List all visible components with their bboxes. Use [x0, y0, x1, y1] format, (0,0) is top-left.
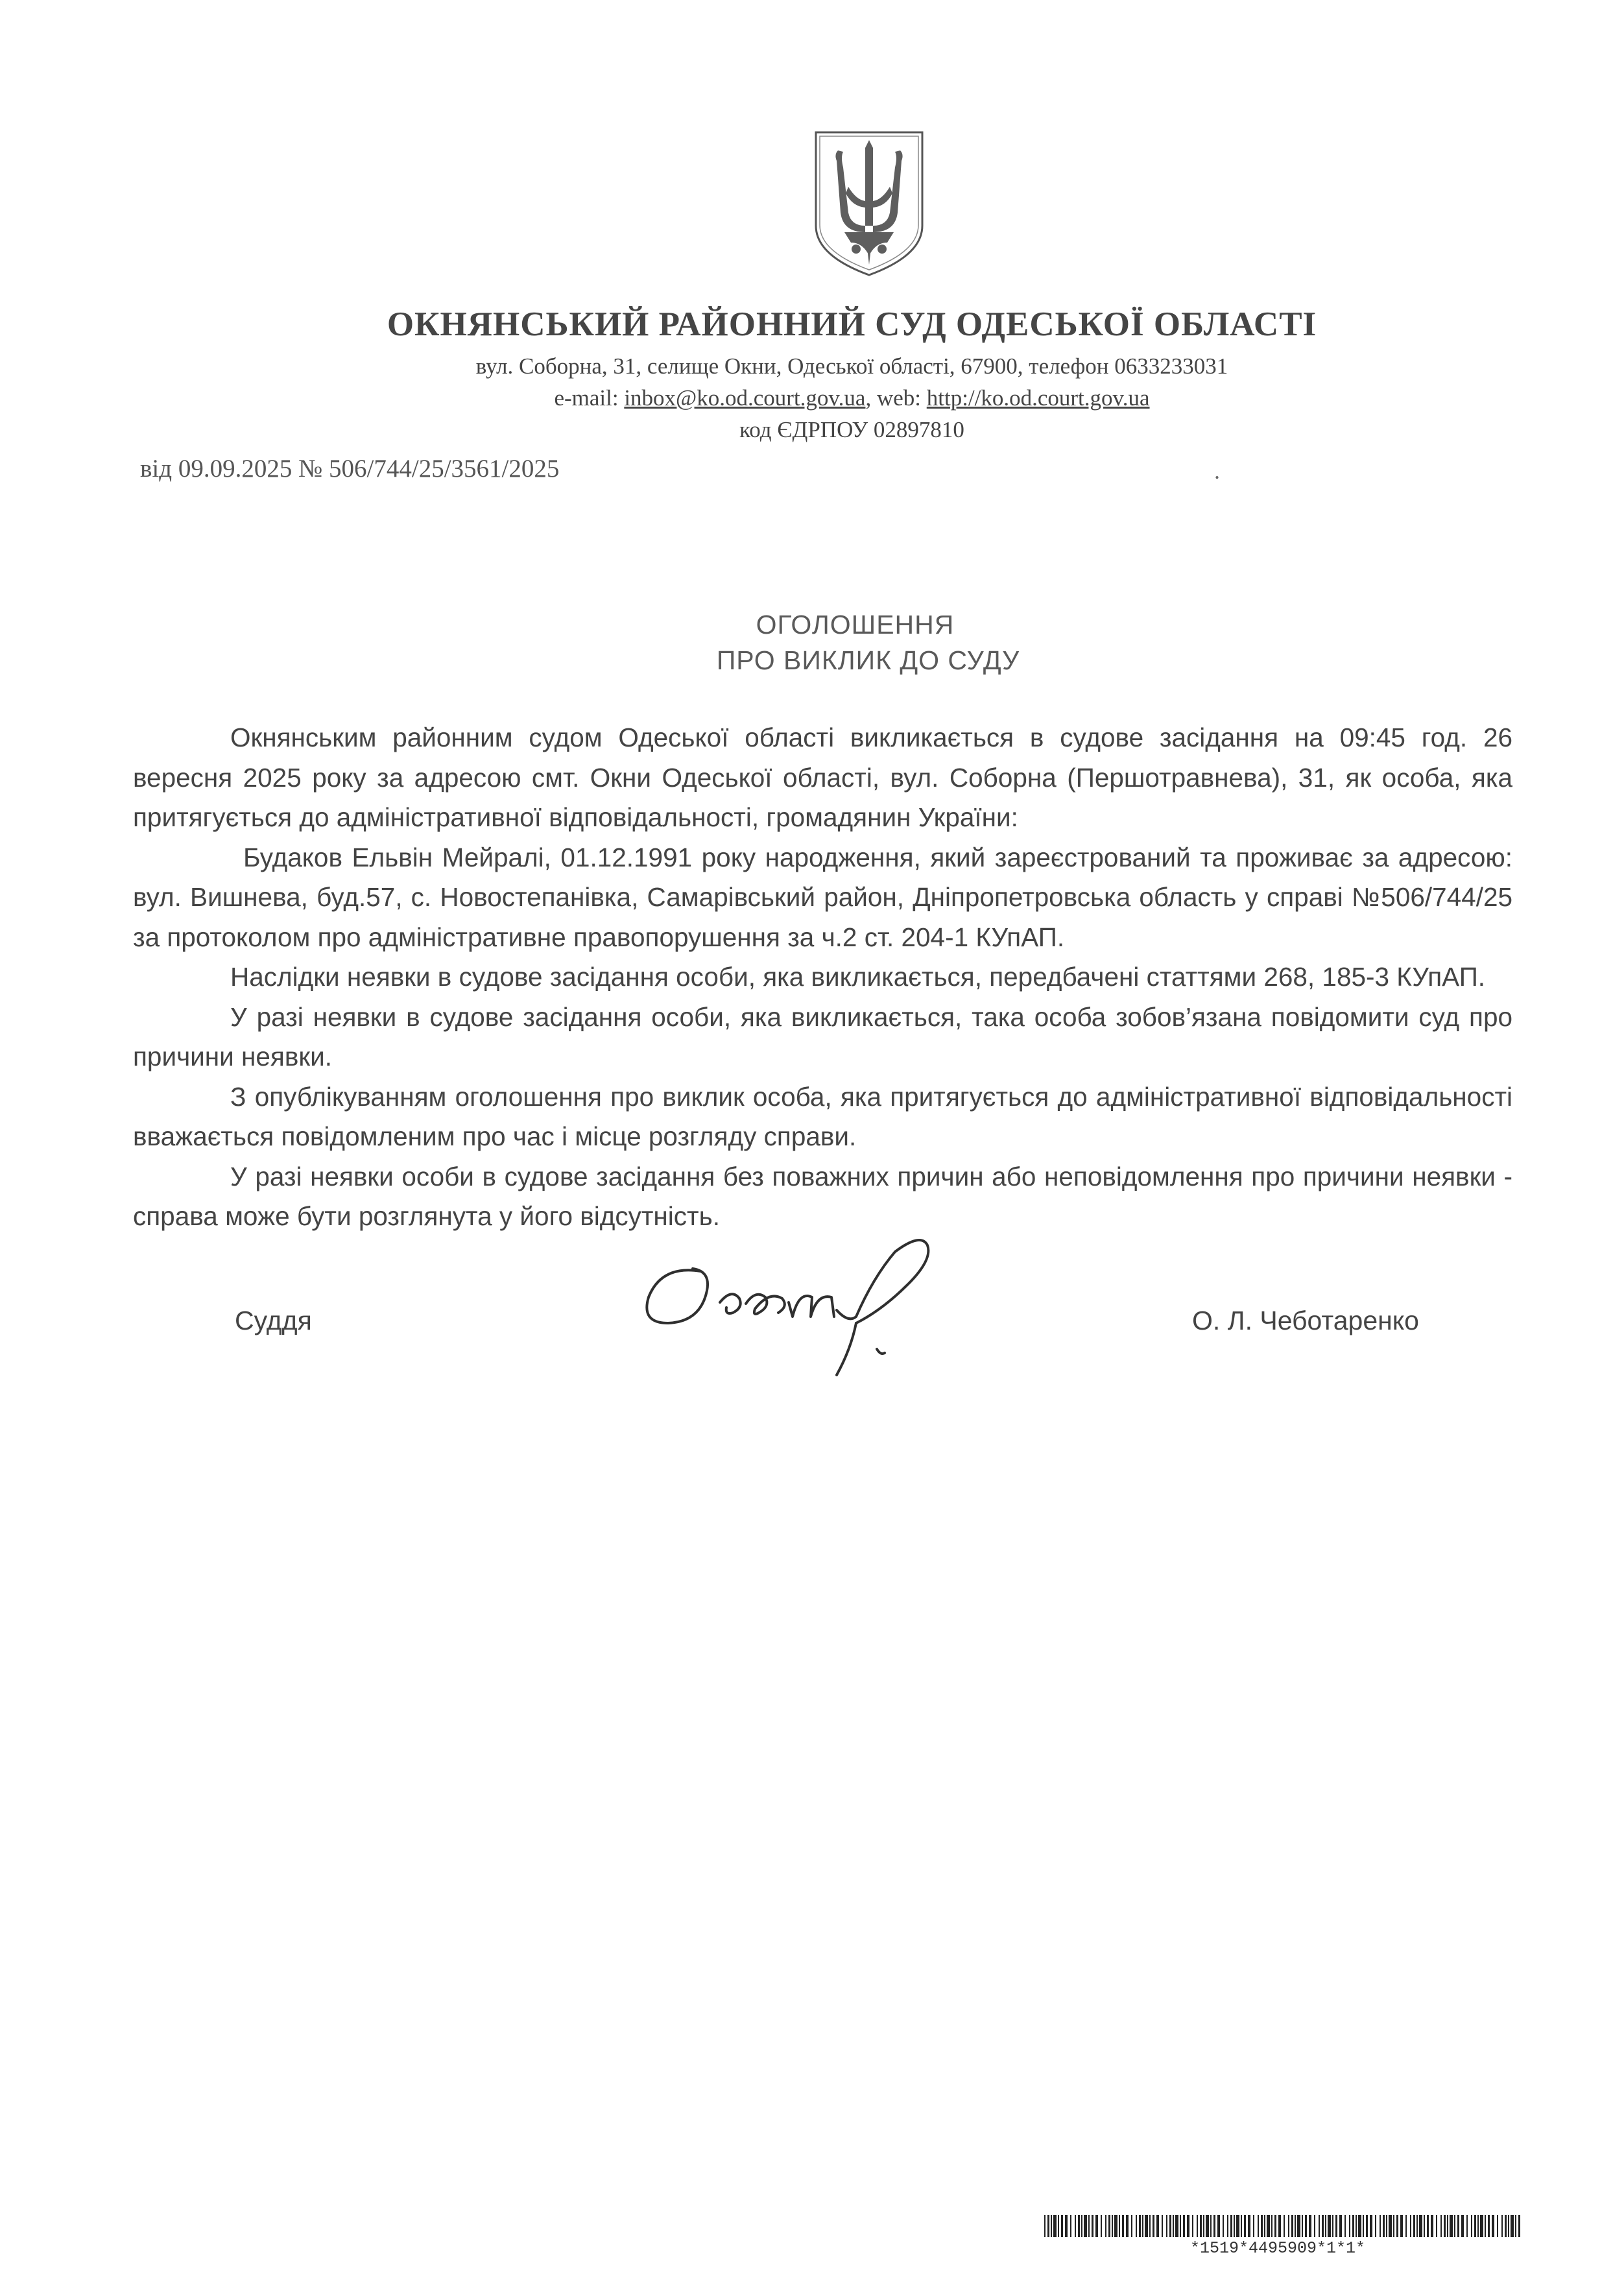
barcode-bar	[1142, 2215, 1143, 2237]
barcode-bar	[1474, 2215, 1476, 2237]
announcement-body	[133, 718, 1512, 1237]
email-label: e-mail:	[554, 385, 625, 411]
barcode-bar	[1436, 2215, 1437, 2237]
barcode-bar	[1234, 2215, 1235, 2237]
barcode-bar	[1136, 2215, 1137, 2237]
barcode-bar	[1095, 2215, 1098, 2237]
barcode-bar	[1485, 2215, 1486, 2237]
barcode-bar	[1302, 2215, 1303, 2237]
barcode-bar	[1197, 2215, 1198, 2237]
barcode-bar	[1156, 2215, 1159, 2237]
barcode-bar	[1200, 2215, 1202, 2237]
judge-label: Суддя	[235, 1306, 312, 1335]
barcode-bar	[1488, 2215, 1490, 2237]
barcode-bar	[1332, 2215, 1333, 2237]
document-subtitle: ПРО ВИКЛИК ДО СУДУ	[716, 645, 1020, 675]
barcode-bar	[1051, 2215, 1052, 2237]
barcode-bar	[1253, 2215, 1254, 2237]
barcode-bar	[1291, 2215, 1293, 2237]
barcode-bar	[1339, 2215, 1342, 2237]
barcode-bar	[1461, 2215, 1464, 2237]
barcode-bar	[1139, 2215, 1141, 2237]
barcode-bar	[1122, 2215, 1124, 2237]
barcode-bar	[1419, 2215, 1422, 2237]
barcode-bar	[1515, 2215, 1516, 2237]
barcode-bar	[1213, 2215, 1215, 2237]
document-barcode	[1044, 2215, 1521, 2237]
barcode-bar	[1183, 2215, 1185, 2237]
document-title: ОГОЛОШЕННЯ	[756, 610, 955, 640]
barcode-bar	[1386, 2215, 1387, 2237]
barcode-bar	[1061, 2215, 1063, 2237]
barcode-bar	[1166, 2215, 1167, 2237]
barcode-bar	[1366, 2215, 1368, 2237]
barcode-bar	[1088, 2215, 1090, 2237]
web-label: , web:	[865, 385, 927, 411]
court-contacts	[0, 385, 1613, 411]
barcode-bar	[1501, 2215, 1503, 2237]
barcode-bar	[1081, 2215, 1082, 2237]
barcode-bar	[1405, 2215, 1407, 2237]
barcode-bar	[1508, 2215, 1509, 2237]
barcode-bar	[1400, 2215, 1403, 2237]
barcode-bar	[1070, 2215, 1071, 2237]
barcode-bar	[1173, 2215, 1174, 2237]
barcode-bar	[1223, 2215, 1224, 2237]
barcode-bar	[1236, 2215, 1239, 2237]
email-link[interactable]: inbox@ko.od.court.gov.ua	[624, 385, 866, 411]
barcode-bar	[1092, 2215, 1093, 2237]
barcode-bar	[1101, 2215, 1102, 2237]
barcode-bar	[1444, 2215, 1446, 2237]
barcode-bar	[1466, 2215, 1468, 2237]
barcode-bar	[1112, 2215, 1113, 2237]
barcode-bar	[1314, 2215, 1315, 2237]
judge-signature	[623, 1226, 1025, 1414]
barcode-bar	[1319, 2215, 1320, 2237]
barcode-bar	[1149, 2215, 1151, 2237]
barcode-bar	[1145, 2215, 1148, 2237]
barcode-bar	[1187, 2215, 1189, 2237]
barcode-bar	[1457, 2215, 1459, 2237]
barcode-bar	[1383, 2215, 1385, 2237]
barcode-bar	[1180, 2215, 1181, 2237]
barcode-bar	[1206, 2215, 1209, 2237]
barcode-bar	[1440, 2215, 1442, 2237]
barcode-bar	[1261, 2215, 1263, 2237]
judge-name: О. Л. Чеботаренко	[1192, 1306, 1419, 1335]
barcode-bar	[1192, 2215, 1193, 2237]
barcode-bar	[1078, 2215, 1080, 2237]
barcode-bar	[1267, 2215, 1270, 2237]
stray-mark: .	[1214, 458, 1220, 484]
barcode-bar	[1358, 2215, 1361, 2237]
paragraph-absence: У разі неявки особи в судове засідання без поважних причин або неповідомлення про причини неявки - справа може бути розглянута у його відсутність.	[133, 1161, 1512, 1231]
paragraph-summons: Окнянським районним судом Одеської області викликається в судове засідання на 09:45 год. 26 вересня 2025 року за адресою смт. Окни Одеської області, вул. Соборна (Першотравнева), 31, як особа, яка притягується до адміністративної відповідальності, громадянин України:	[133, 723, 1512, 832]
court-address: вул. Соборна, 31, селище Окни, Одеської області, 67900, телефон 0633233031	[475, 353, 1228, 379]
barcode-bar	[1363, 2215, 1364, 2237]
barcode-bar	[1114, 2215, 1117, 2237]
web-link[interactable]: http://ko.od.court.gov.ua	[926, 385, 1150, 411]
barcode-bar	[1258, 2215, 1259, 2237]
barcode-bar	[1305, 2215, 1307, 2237]
barcode-bar	[1505, 2215, 1507, 2237]
barcode-bar	[1053, 2215, 1057, 2237]
barcode-bar	[1344, 2215, 1346, 2237]
barcode-bar	[1356, 2215, 1357, 2237]
barcode-bar	[1105, 2215, 1106, 2237]
barcode-bar	[1328, 2215, 1331, 2237]
barcode-bar	[1264, 2215, 1265, 2237]
barcode-bar	[1044, 2215, 1045, 2237]
barcode-bar	[1471, 2215, 1472, 2237]
barcode-bar	[1416, 2215, 1418, 2237]
court-name: ОКНЯНСЬКИЙ РАЙОННИЙ СУД ОДЕСЬКОЇ ОБЛАСТІ	[387, 305, 1317, 343]
barcode-bar	[1295, 2215, 1296, 2237]
barcode-bar	[1389, 2215, 1392, 2237]
barcode-bar	[1131, 2215, 1132, 2237]
barcode-bar	[1480, 2215, 1483, 2237]
barcode-bar	[1370, 2215, 1372, 2237]
barcode-bar	[1427, 2215, 1429, 2237]
barcode-bar	[1477, 2215, 1479, 2237]
paragraph-notify-duty: У разі неявки в судове засідання особи, яка викликається, така особа зобов’язана повідомити суд про причини неявки.	[133, 1001, 1512, 1071]
barcode-bar	[1309, 2215, 1311, 2237]
barcode-bar	[1492, 2215, 1494, 2237]
barcode-bar	[1075, 2215, 1076, 2237]
barcode-bar	[1380, 2215, 1381, 2237]
barcode-bar	[1244, 2215, 1246, 2237]
barcode-bar	[1497, 2215, 1498, 2237]
barcode-bar	[1447, 2215, 1448, 2237]
paragraph-consequences: Наслідки неявки в судове засідання особи, яка викликається, передбачені статтями 268, 185-3 КУпАП.	[230, 962, 1486, 992]
document-reference: від 09.09.2025 № 506/744/25/3561/2025	[140, 455, 560, 483]
barcode-bar	[1322, 2215, 1324, 2237]
barcode-number: *1519*4495909*1*1*	[1190, 2239, 1366, 2258]
barcode-bar	[1325, 2215, 1326, 2237]
barcode-bar	[1274, 2215, 1276, 2237]
barcode-bar	[1210, 2215, 1212, 2237]
barcode-bar	[1119, 2215, 1120, 2237]
barcode-bar	[1393, 2215, 1394, 2237]
barcode-bar	[1454, 2215, 1455, 2237]
barcode-bar	[1278, 2215, 1281, 2237]
barcode-bar	[1065, 2215, 1068, 2237]
barcode-bar	[1375, 2215, 1376, 2237]
barcode-bar	[1175, 2215, 1178, 2237]
barcode-bar	[1335, 2215, 1337, 2237]
barcode-bar	[1153, 2215, 1154, 2237]
barcode-bar	[1410, 2215, 1411, 2237]
barcode-bar	[1169, 2215, 1171, 2237]
paragraph-publication: З опублікуванням оголошення про виклик особа, яка притягується до адміністративної відповідальності вважається повідомленим про час і місце розгляду справи.	[133, 1081, 1512, 1151]
barcode-bar	[1126, 2215, 1129, 2237]
barcode-bar	[1288, 2215, 1289, 2237]
barcode-bar	[1227, 2215, 1228, 2237]
barcode-bar	[1518, 2215, 1520, 2237]
barcode-bar	[1431, 2215, 1433, 2237]
barcode-bar	[1424, 2215, 1425, 2237]
barcode-bar	[1203, 2215, 1204, 2237]
barcode-bar	[1396, 2215, 1398, 2237]
paragraph-person: Будаков Ельвін Мейралі, 01.12.1991 року народження, який зареєстрований та проживає за адресою: вул. Вишнева, буд.57, с. Новостепанівка, Самарівський район, Дніпропетровська область у справі №506/744/25 за протоколом про адміністративне правопорушення за ч.2 ст. 204-1 КУпАП.	[133, 842, 1512, 952]
barcode-bar	[1450, 2215, 1453, 2237]
edrpou-code: код ЄДРПОУ 02897810	[739, 417, 964, 442]
barcode-bar	[1230, 2215, 1232, 2237]
barcode-bar	[1271, 2215, 1272, 2237]
barcode-bar	[1241, 2215, 1242, 2237]
barcode-bar	[1352, 2215, 1354, 2237]
barcode-bar	[1413, 2215, 1415, 2237]
barcode-bar	[1511, 2215, 1514, 2237]
barcode-bar	[1058, 2215, 1059, 2237]
barcode-bar	[1284, 2215, 1285, 2237]
barcode-bar	[1349, 2215, 1350, 2237]
barcode-bar	[1084, 2215, 1087, 2237]
barcode-bar	[1162, 2215, 1163, 2237]
barcode-bar	[1108, 2215, 1110, 2237]
barcode-bar	[1217, 2215, 1220, 2237]
coat-of-arms-icon	[811, 128, 927, 279]
barcode-bar	[1297, 2215, 1300, 2237]
barcode-bar	[1248, 2215, 1250, 2237]
barcode-bar	[1047, 2215, 1049, 2237]
